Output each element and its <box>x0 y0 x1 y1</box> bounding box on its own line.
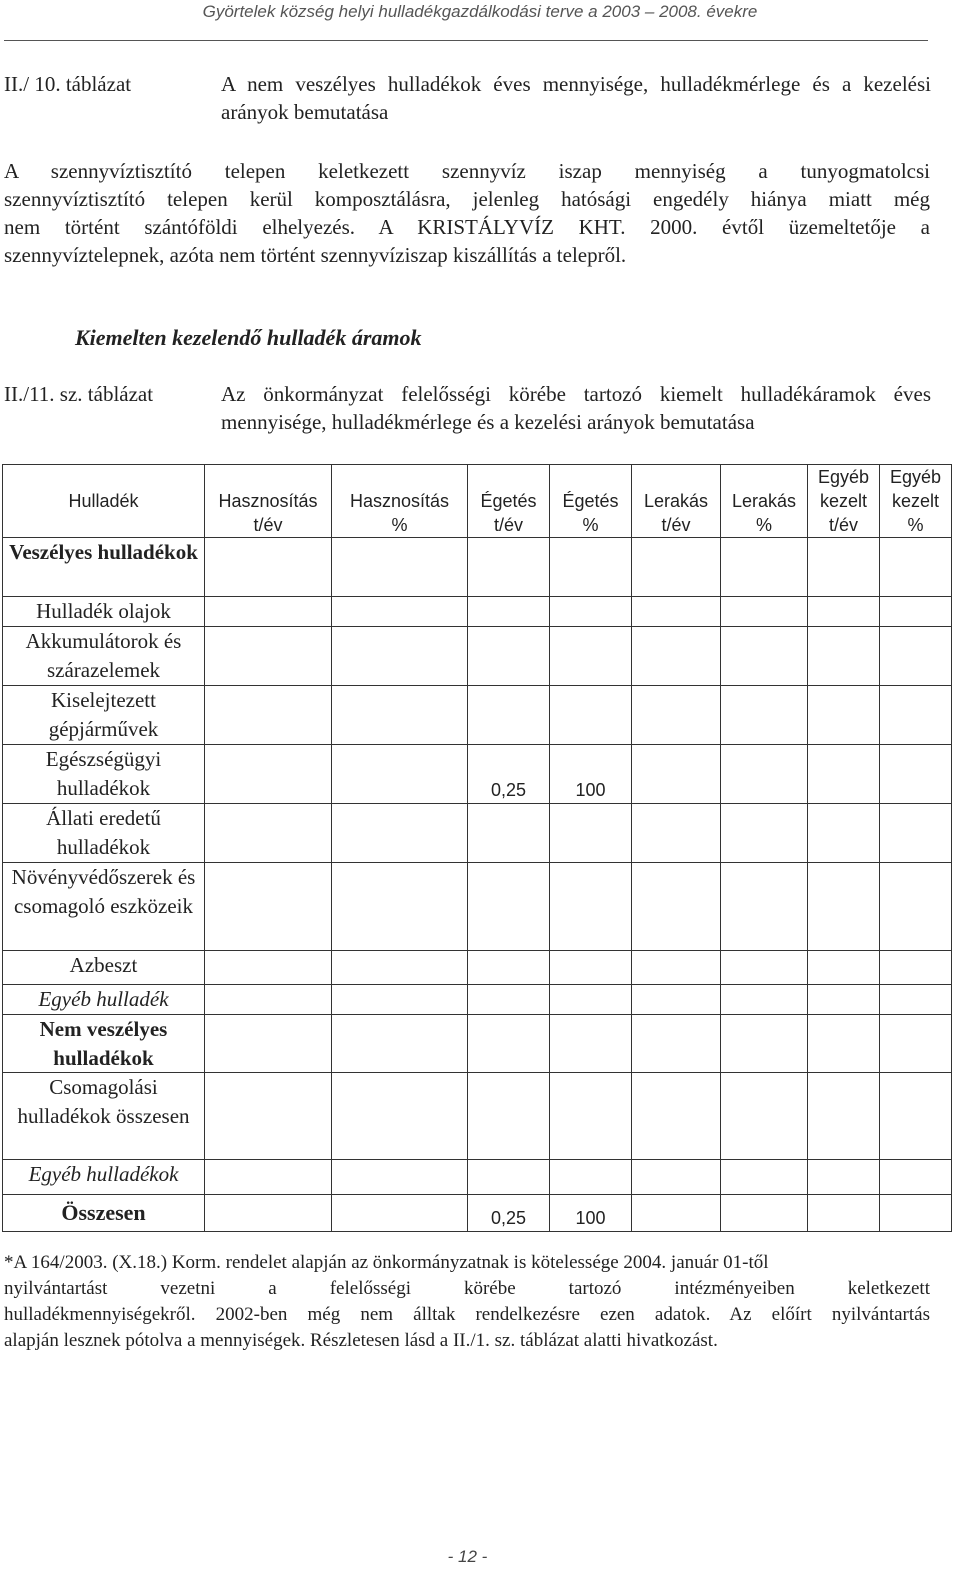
table-cell <box>721 985 808 1015</box>
table-cell <box>205 804 332 863</box>
total-cell <box>332 1195 468 1232</box>
table-cell <box>205 863 332 951</box>
column-header-line: kezelt <box>891 491 940 511</box>
table-cell <box>632 804 721 863</box>
table-cell <box>721 863 808 951</box>
footnote <box>4 1250 930 1354</box>
column-header <box>468 465 550 538</box>
column-header <box>332 465 468 538</box>
table-cell <box>550 686 632 745</box>
column-header-line: Lerakás <box>643 491 709 511</box>
table-row <box>3 627 952 686</box>
table-cell <box>880 627 952 686</box>
table-cell <box>205 951 332 985</box>
table-cell <box>880 597 952 627</box>
table10-label: II./ 10. táblázat <box>4 72 132 96</box>
waste-table <box>2 464 952 1232</box>
table-cell <box>880 1015 952 1073</box>
header-divider <box>4 40 928 41</box>
table-cell <box>550 863 632 951</box>
table-cell <box>632 951 721 985</box>
column-header-line: Hasznosítás <box>349 491 450 511</box>
column-header-line <box>468 465 549 489</box>
column-header-line <box>550 465 631 489</box>
table-cell <box>632 627 721 686</box>
table-row <box>3 686 952 745</box>
table-cell <box>332 1015 468 1073</box>
total-cell <box>205 1195 332 1232</box>
row-label: Azbeszt <box>3 951 205 985</box>
table-cell <box>550 951 632 985</box>
table-cell <box>205 686 332 745</box>
table-cell <box>205 745 332 804</box>
table-cell <box>632 745 721 804</box>
table10-caption: A nem veszélyes hulladékok éves mennyisége, hulladékmérlege és a kezelési arányok bemutatása <box>221 72 931 124</box>
table-cell <box>721 597 808 627</box>
table-cell <box>808 1160 880 1195</box>
table-row <box>3 1073 952 1160</box>
table-cell <box>880 804 952 863</box>
table11-label: II./11. sz. táblázat <box>4 382 154 406</box>
table-cell <box>880 1073 952 1160</box>
table-cell <box>550 1073 632 1160</box>
row-label: Csomagolási hulladékok összesen <box>3 1073 205 1160</box>
column-header-line: % <box>755 515 772 535</box>
table-cell <box>808 597 880 627</box>
table-cell <box>468 538 550 597</box>
table-cell: 0,25 <box>468 745 550 804</box>
total-cell: 0,25 <box>468 1195 550 1232</box>
table-cell <box>332 863 468 951</box>
table-cell <box>550 804 632 863</box>
column-header-line: % <box>907 515 924 535</box>
table-cell <box>808 985 880 1015</box>
table-header-row <box>3 465 952 538</box>
total-row <box>3 1195 952 1232</box>
table-cell <box>205 538 332 597</box>
table-cell <box>721 804 808 863</box>
column-header <box>550 465 632 538</box>
table-cell <box>632 863 721 951</box>
table-cell <box>468 1073 550 1160</box>
table-cell <box>721 951 808 985</box>
column-header-line: t/év <box>661 515 691 535</box>
table-cell <box>332 745 468 804</box>
table-cell <box>632 597 721 627</box>
footnote-line: hulladékmennyiségekről. 2002-ben még nem álltak rendelkezésre ezen adatok. Az előírt nyilvántartás <box>4 1304 930 1325</box>
footnote-line: alapján lesznek pótolva a mennyiségek. Részletesen lásd a II./1. sz. táblázat alatti hivatkozást. <box>4 1330 718 1351</box>
table-cell <box>721 745 808 804</box>
footnote-line: *A 164/2003. (X.18.) Korm. rendelet alapján az önkormányzatnak is kötelessége 2004. január 01-től <box>4 1252 769 1273</box>
table-cell <box>205 985 332 1015</box>
table-row <box>3 951 952 985</box>
table-cell <box>880 951 952 985</box>
table-cell <box>332 686 468 745</box>
row-label: Kiselejtezett gépjárművek <box>3 686 205 745</box>
table-row <box>3 745 952 804</box>
table-cell <box>468 951 550 985</box>
table-cell <box>468 597 550 627</box>
column-header-line: Egyéb <box>889 467 942 487</box>
table-row <box>3 538 952 597</box>
table-cell <box>550 1015 632 1073</box>
column-header-line: Egyéb <box>817 467 870 487</box>
table-cell <box>205 627 332 686</box>
table-cell <box>808 804 880 863</box>
total-cell: 100 <box>550 1195 632 1232</box>
table-cell <box>721 1160 808 1195</box>
row-label: Egészségügyi hulladékok <box>3 745 205 804</box>
table-cell <box>550 627 632 686</box>
row-label: Nem veszélyes hulladékok <box>3 1015 205 1073</box>
section-heading: Kiemelten kezelendő hulladék áramok <box>75 325 422 350</box>
table-cell <box>205 1073 332 1160</box>
column-header-line: Hasznosítás <box>218 491 318 511</box>
table-cell <box>205 597 332 627</box>
table-row <box>3 804 952 863</box>
table-cell <box>880 686 952 745</box>
body-paragraph <box>4 157 930 269</box>
table-cell <box>332 627 468 686</box>
column-header-line <box>632 465 720 489</box>
table-cell <box>808 1015 880 1073</box>
table-cell <box>808 538 880 597</box>
table-cell <box>205 1160 332 1195</box>
table-row <box>3 1160 952 1195</box>
table-cell <box>332 597 468 627</box>
total-cell <box>632 1195 721 1232</box>
table-row <box>3 1015 952 1073</box>
table-cell <box>468 1160 550 1195</box>
column-header-line <box>721 465 807 489</box>
paragraph-line: A szennyvíztisztító telepen keletkezett szennyvíz iszap mennyiség a tunyogmatolcsi <box>4 159 930 183</box>
table-cell <box>632 985 721 1015</box>
table-cell <box>808 863 880 951</box>
table-cell <box>721 1073 808 1160</box>
column-header <box>808 465 880 538</box>
row-label: Veszélyes hulladékok <box>3 538 205 597</box>
table-cell <box>468 1015 550 1073</box>
table-cell <box>721 627 808 686</box>
table-cell <box>332 985 468 1015</box>
footnote-line: nyilvántartást vezetni a felelősségi körébe tartozó intézményeiben keletkezett <box>4 1278 930 1299</box>
table-cell <box>332 804 468 863</box>
column-header-line <box>205 465 331 489</box>
table-cell <box>808 1073 880 1160</box>
table-cell <box>632 538 721 597</box>
table-cell <box>721 538 808 597</box>
table-cell <box>632 1073 721 1160</box>
column-header-line: % <box>391 515 408 535</box>
table-cell <box>721 1015 808 1073</box>
paragraph-line: szennyvíztisztító telepen kerül komposztálásra, jelenleg hatósági engedély hiánya miatt még <box>4 187 930 211</box>
table-cell <box>468 863 550 951</box>
table-cell <box>468 985 550 1015</box>
column-header-line <box>332 465 467 489</box>
table-cell <box>205 1015 332 1073</box>
table-cell <box>550 597 632 627</box>
column-header <box>632 465 721 538</box>
column-header-line: Égetés <box>562 491 619 511</box>
table-cell <box>550 985 632 1015</box>
column-header-line: t/év <box>493 515 523 535</box>
column-header-line: % <box>582 515 599 535</box>
table11-caption: Az önkormányzat felelősségi körébe tartozó kiemelt hulladékáramok éves mennyisége, hulladékmérlege és a kezelési arányok bemutatása <box>221 382 931 434</box>
paragraph-line: szennyvíztelepnek, azóta nem történt szennyvíziszap kiszállítás a telepről. <box>4 243 627 267</box>
table-cell <box>468 804 550 863</box>
table-cell <box>332 538 468 597</box>
total-label: Összesen <box>3 1195 205 1232</box>
table-row <box>3 597 952 627</box>
row-label: Növényvédőszerek és csomagoló eszközeik <box>3 863 205 951</box>
column-header-line: t/év <box>828 515 858 535</box>
table-row <box>3 863 952 951</box>
page-number: - 12 - <box>447 1547 488 1566</box>
table-cell <box>332 1073 468 1160</box>
table-cell <box>808 951 880 985</box>
table-cell <box>632 1015 721 1073</box>
table-cell: 100 <box>550 745 632 804</box>
column-header <box>205 465 332 538</box>
table-cell <box>808 686 880 745</box>
total-cell <box>721 1195 808 1232</box>
row-label: Egyéb hulladék <box>3 985 205 1015</box>
column-header-line: kezelt <box>819 491 868 511</box>
total-cell <box>808 1195 880 1232</box>
table-cell <box>808 745 880 804</box>
column-header <box>880 465 952 538</box>
table-row <box>3 985 952 1015</box>
table-cell <box>880 1160 952 1195</box>
table-cell <box>880 863 952 951</box>
column-header-line: Égetés <box>480 491 537 511</box>
table-cell <box>332 1160 468 1195</box>
row-label: Akkumulátorok és szárazelemek <box>3 627 205 686</box>
table-cell <box>632 686 721 745</box>
table-cell <box>721 686 808 745</box>
total-cell <box>880 1195 952 1232</box>
table-cell <box>880 985 952 1015</box>
column-header-line: t/év <box>253 515 283 535</box>
row-label: Hulladék olajok <box>3 597 205 627</box>
column-header <box>721 465 808 538</box>
table-cell <box>880 745 952 804</box>
column-header-hulladek: Hulladék <box>3 465 205 538</box>
table-cell <box>550 1160 632 1195</box>
row-label: Egyéb hulladékok <box>3 1160 205 1195</box>
table-cell <box>468 627 550 686</box>
table-cell <box>880 538 952 597</box>
table-cell <box>332 951 468 985</box>
page-header: Györtelek község helyi hulladékgazdálkodási terve a 2003 – 2008. évekre <box>202 2 758 21</box>
table-cell <box>468 686 550 745</box>
table-cell <box>808 627 880 686</box>
table-cell <box>632 1160 721 1195</box>
row-label: Állati eredetű hulladékok <box>3 804 205 863</box>
paragraph-line: nem történt szántóföldi elhelyezés. A KRISTÁLYVÍZ KHT. 2000. évtől üzemeltetője a <box>4 215 930 239</box>
table-cell <box>550 538 632 597</box>
column-header-line: Lerakás <box>731 491 797 511</box>
